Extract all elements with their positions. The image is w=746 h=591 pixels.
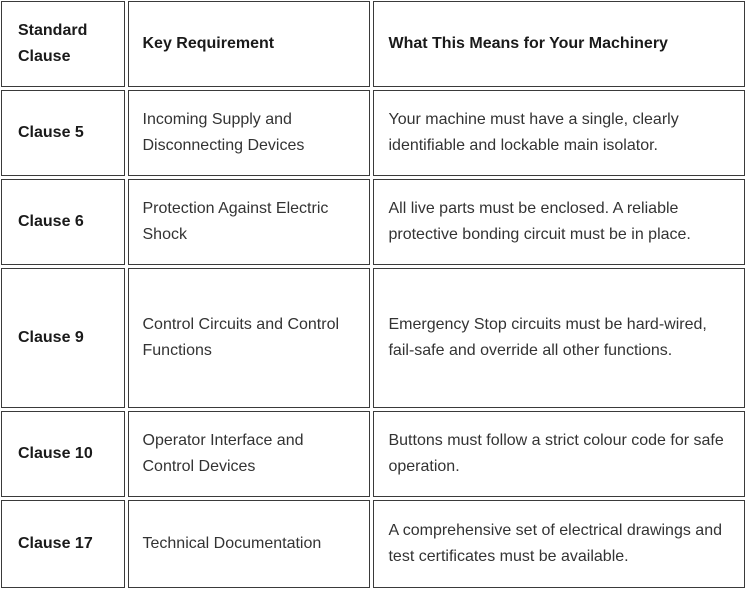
meaning-cell: Buttons must follow a strict colour code for safe operation.: [373, 411, 745, 497]
requirement-cell: Operator Interface and Control Devices: [128, 411, 371, 497]
table-row: [1, 90, 745, 176]
meaning-cell: Emergency Stop circuits must be hard-wired, fail-safe and override all other functions.: [373, 268, 745, 408]
table-row: [1, 411, 745, 497]
clause-cell: Clause 5: [1, 90, 125, 176]
header-standard-clause: Standard Clause: [1, 1, 125, 87]
meaning-cell: Your machine must have a single, clearly identifiable and lockable main isolator.: [373, 90, 745, 176]
requirement-cell: Technical Documentation: [128, 500, 371, 588]
table-row: [1, 268, 745, 408]
requirement-cell: Incoming Supply and Disconnecting Devices: [128, 90, 371, 176]
requirement-cell: Protection Against Electric Shock: [128, 179, 371, 265]
clause-cell: Clause 9: [1, 268, 125, 408]
clause-cell: Clause 17: [1, 500, 125, 588]
meaning-cell: All live parts must be enclosed. A reliable protective bonding circuit must be in place.: [373, 179, 745, 265]
meaning-cell: A comprehensive set of electrical drawings and test certificates must be available.: [373, 500, 745, 588]
table-body: [1, 90, 745, 588]
header-what-this-means: What This Means for Your Machinery: [373, 1, 745, 87]
requirement-cell: Control Circuits and Control Functions: [128, 268, 371, 408]
table-row: [1, 500, 745, 588]
clause-cell: Clause 10: [1, 411, 125, 497]
header-key-requirement: Key Requirement: [128, 1, 371, 87]
header-row: [1, 1, 745, 87]
clause-cell: Clause 6: [1, 179, 125, 265]
table-row: [1, 179, 745, 265]
table-header: [1, 1, 745, 87]
